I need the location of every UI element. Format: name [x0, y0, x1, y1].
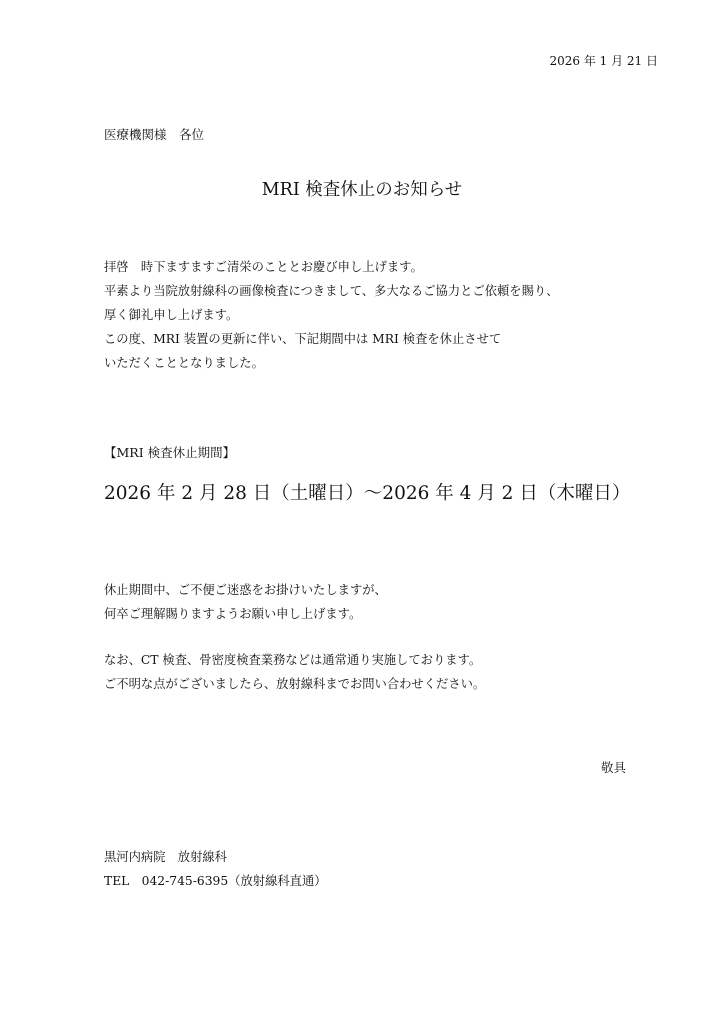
note-line: ご不明な点がございましたら、放射線科までお問い合わせください。: [104, 677, 486, 691]
sender-organization: 黒河内病院 放射線科: [104, 850, 227, 864]
opening-paragraph: [104, 255, 559, 375]
suspension-period-dates: 2026 年 2 月 28 日（土曜日）～2026 年 4 月 2 日（木曜日）: [104, 483, 631, 504]
opening-line: 拝啓 時下ますますご清栄のこととお慶び申し上げます。: [104, 260, 423, 274]
opening-line: 平素より当院放射線科の画像検査につきまして、多大なるご協力とご依頼を賜り、: [104, 284, 559, 298]
document-title: MRI 検査休止のお知らせ: [261, 180, 463, 200]
apology-line: 休止期間中、ご不便ご迷惑をお掛けいたしますが、: [104, 583, 387, 597]
note-line: なお、CT 検査、骨密度検査業務などは通常通り実施しております。: [104, 653, 482, 667]
opening-line: 厚く御礼申し上げます。: [104, 308, 239, 322]
opening-line: この度、MRI 装置の更新に伴い、下記期間中は MRI 検査を休止させて: [104, 332, 502, 346]
apology-paragraph: [104, 578, 387, 626]
opening-line: いただくこととなりました。: [104, 356, 264, 370]
recipient-line: 医療機関様 各位: [104, 127, 205, 142]
sender-block: [104, 845, 327, 893]
document-date: 2026 年 1 月 21 日: [549, 54, 658, 68]
suspension-period-label: 【MRI 検査休止期間】: [104, 445, 236, 460]
sender-phone: TEL 042-745-6395（放射線科直通）: [104, 874, 327, 888]
note-paragraph: [104, 648, 485, 696]
apology-line: 何卒ご理解賜りますようお願い申し上げます。: [104, 607, 362, 621]
closing-word: 敬具: [600, 760, 626, 775]
